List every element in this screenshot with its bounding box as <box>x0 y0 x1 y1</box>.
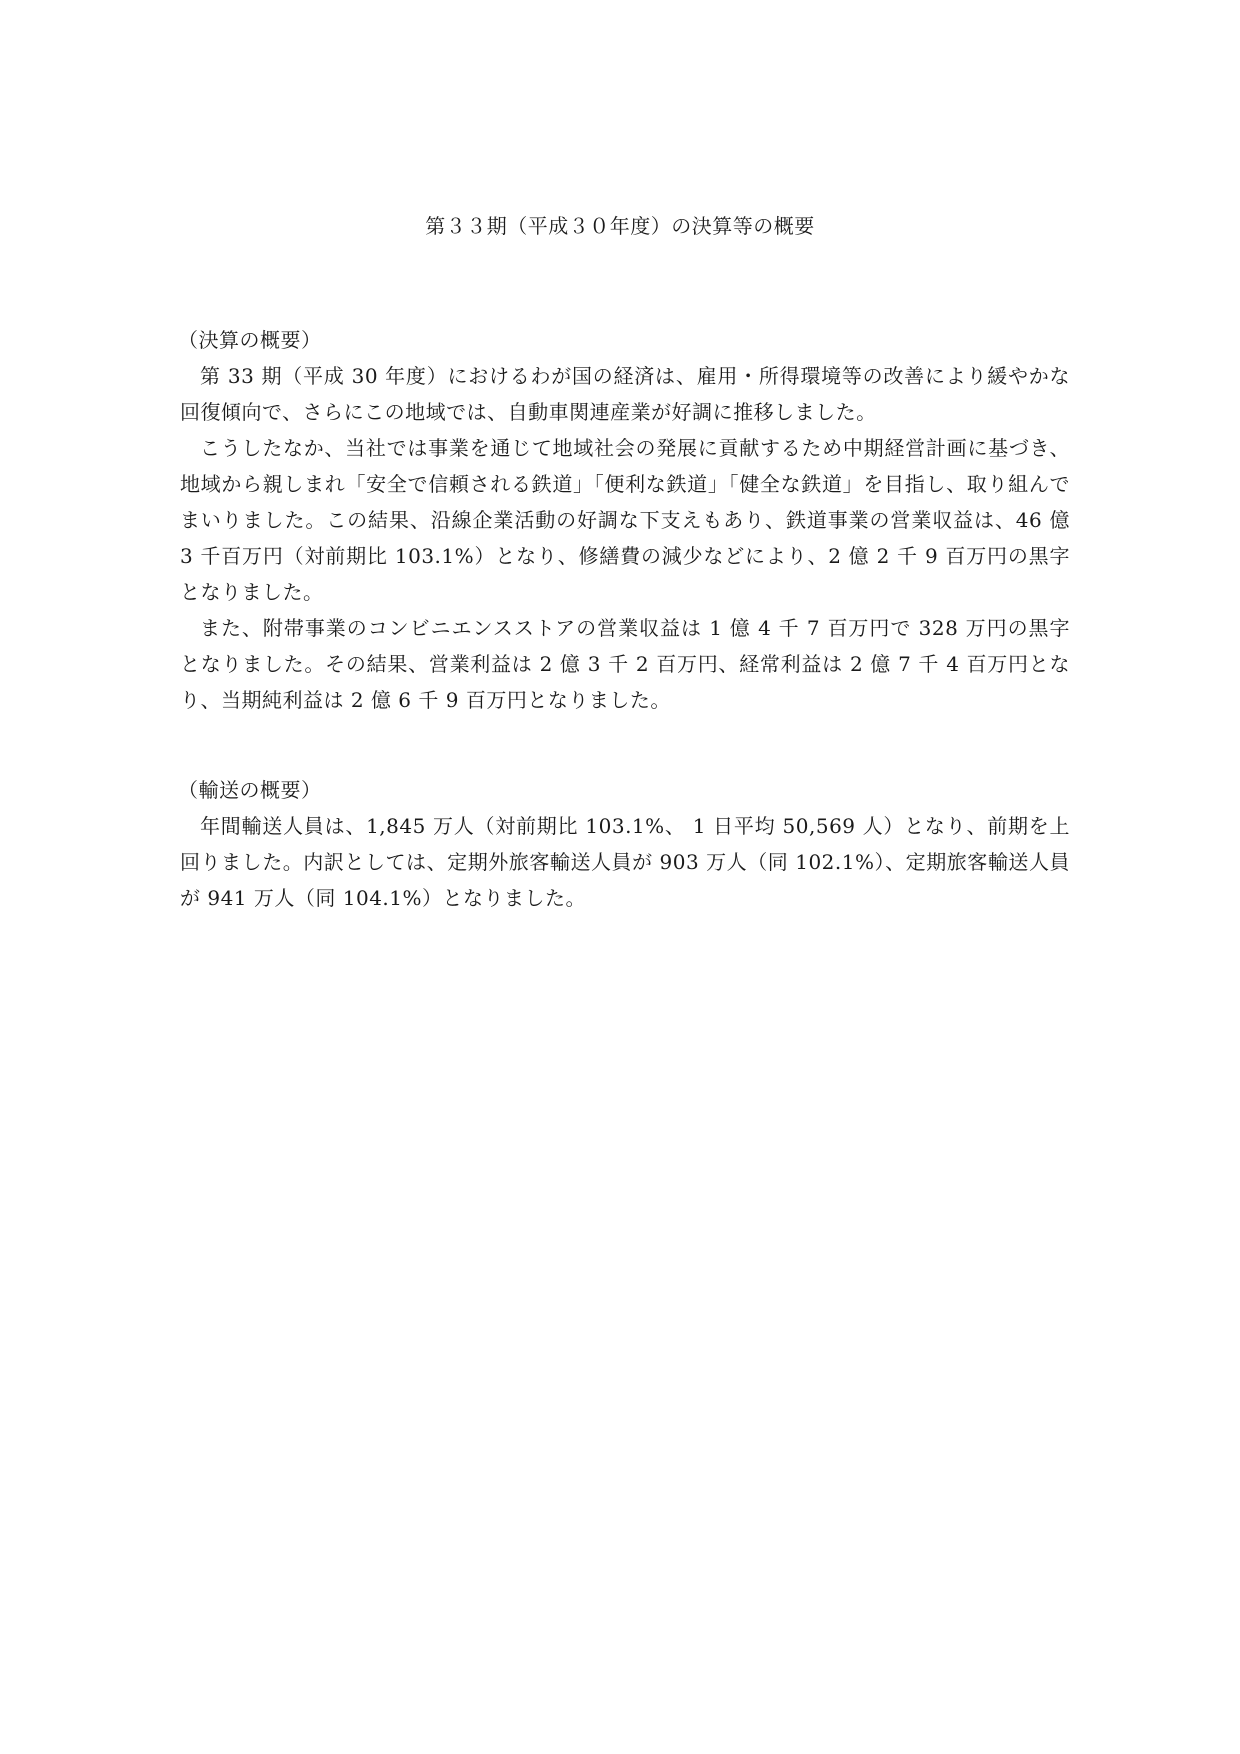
document-title: 第３３期（平成３０年度）の決算等の概要 <box>425 214 815 238</box>
section-financial-summary <box>180 322 1070 718</box>
paragraph: こうしたなか、当社では事業を通じて地域社会の発展に貢献するため中期経営計画に基づき、地域から親しまれ「安全で信頼される鉄道」「便利な鉄道」「健全な鉄道」を目指し、取り組んでまいりました。この結果、沿線企業活動の好調な下支えもあり、鉄道事業の営業収益は、46 億 3 千百万円（対前期比 103.1%）となり、修繕費の減少などにより、2 億 2 千 9 百万円の黒字となりました。 <box>180 436 1070 604</box>
paragraph: 年間輸送人員は、1,845 万人（対前期比 103.1%、 1 日平均 50,569 人）となり、前期を上回りました。内訳としては、定期外旅客輸送人員が 903 万人（同 102.1%）、定期旅客輸送人員が 941 万人（同 104.1%）となりました。 <box>180 814 1070 910</box>
section-heading: （決算の概要） <box>178 328 322 352</box>
paragraph: 第 33 期（平成 30 年度）におけるわが国の経済は、雇用・所得環境等の改善により緩やかな回復傾向で、さらにこの地域では、自動車関連産業が好調に推移しました。 <box>180 364 1070 424</box>
section-transport-summary <box>180 772 1070 916</box>
paragraph: また、附帯事業のコンビニエンスストアの営業収益は 1 億 4 千 7 百万円で 328 万円の黒字となりました。その結果、営業利益は 2 億 3 千 2 百万円、経常利益は 2 億 7 千 4 百万円となり、当期純利益は 2 億 6 千 9 百万円となりました。 <box>180 616 1070 712</box>
section-heading: （輸送の概要） <box>178 778 322 802</box>
